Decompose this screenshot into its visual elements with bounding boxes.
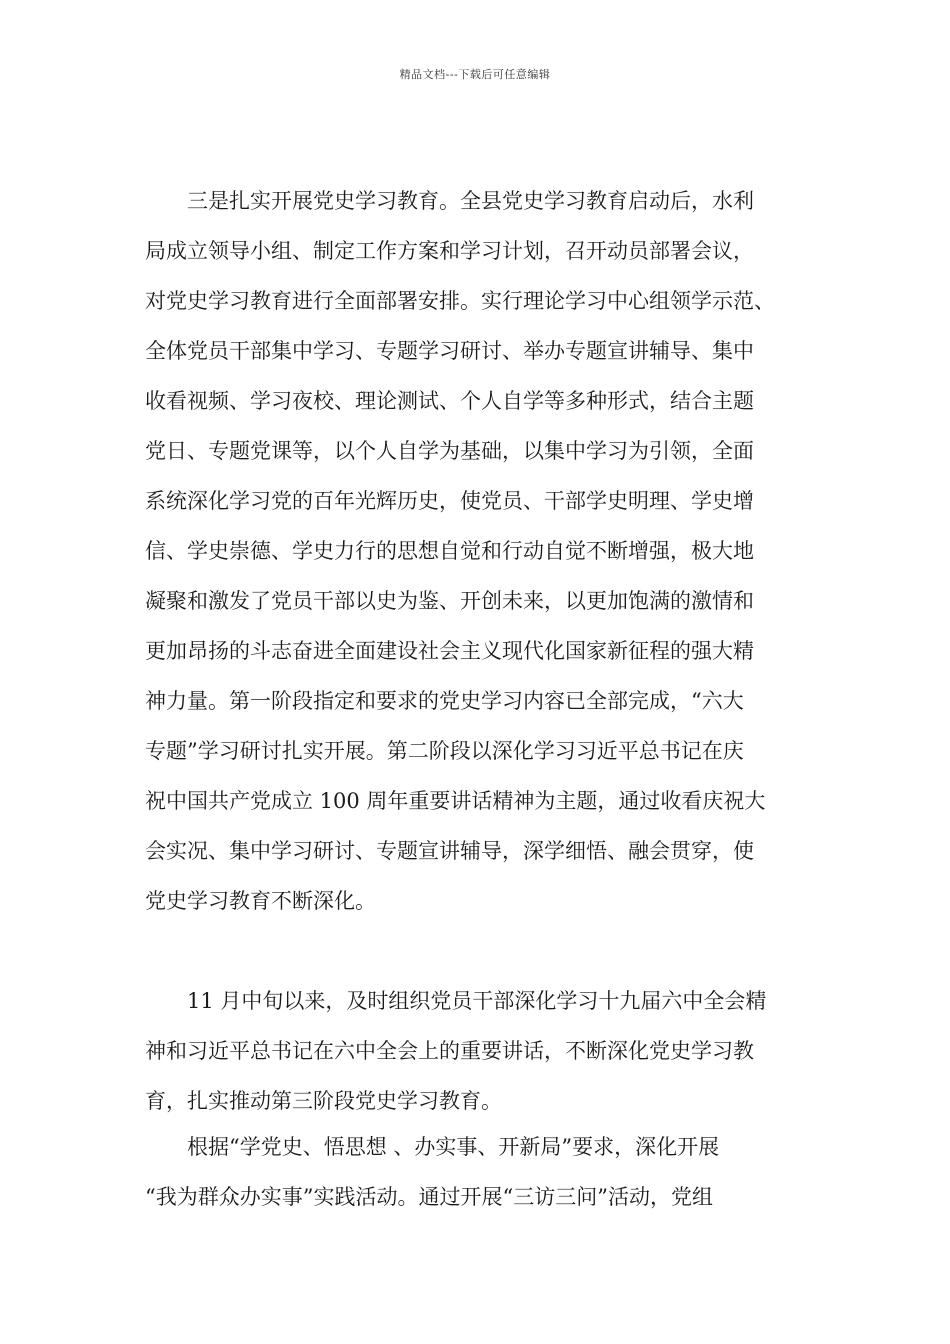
paragraph-line: 凝聚和激发了党员干部以史为鉴、开创未来，以更加饱满的激情和: [145, 589, 754, 613]
paragraph-line: 信、学史崇德、学史力行的思想自觉和行动自觉不断增强，极大地: [145, 539, 754, 563]
paragraph-line: 三是扎实开展党史学习教育。全县党史学习教育启动后，水利: [187, 189, 754, 213]
paragraph-line: 祝中国共产党成立 100 周年重要讲话精神为主题，通过收看庆祝大: [145, 789, 766, 813]
paragraph-line: 局成立领导小组、制定工作方案和学习计划，召开动员部署会议，: [145, 239, 754, 263]
paragraph-line: 更加昂扬的斗志奋进全面建设社会主义现代化国家新征程的强大精: [145, 639, 754, 663]
paragraph-line: 系统深化学习党的百年光辉历史，使党员、干部学史明理、学史增: [145, 489, 754, 513]
paragraph-practical-activities: [145, 1122, 810, 1222]
paragraph-line: 11 月中旬以来，及时组织党员干部深化学习十九届六中全会精: [187, 989, 767, 1013]
paragraph-line: 收看视频、学习夜校、理论测试、个人自学等多种形式，结合主题: [145, 389, 754, 413]
paragraph-line: “我为群众办实事”实践活动。通过开展“三访三问”活动，党组: [145, 1185, 713, 1209]
paragraph-line: 神力量。第一阶段指定和要求的党史学习内容已全部完成，“六大: [145, 689, 744, 713]
paragraph-line: 全体党员干部集中学习、专题学习研讨、举办专题宣讲辅导、集中: [145, 339, 754, 363]
paragraph-line: 育，扎实推动第三阶段党史学习教育。: [145, 1089, 502, 1113]
paragraph-line: 根据“学党史、悟思想 、办实事、开新局”要求，深化开展: [187, 1135, 720, 1159]
paragraph-line: 党日、专题党课等，以个人自学为基础，以集中学习为引领，全面: [145, 439, 754, 463]
paragraph-sixth-plenum-study: [145, 976, 810, 1126]
paragraph-party-history-education: [145, 176, 810, 926]
paragraph-line: 会实况、集中学习研讨、专题宣讲辅导，深学细悟、融会贯穿，使: [145, 839, 754, 863]
paragraph-line: 专题”学习研讨扎实开展。第二阶段以深化学习习近平总书记在庆: [145, 739, 744, 763]
paragraph-line: 神和习近平总书记在六中全会上的重要讲话，不断深化党史学习教: [145, 1039, 754, 1063]
paragraph-line: 党史学习教育不断深化。: [145, 889, 376, 913]
paragraph-line: 对党史学习教育进行全面部署安排。实行理论学习中心组领学示范、: [145, 289, 775, 313]
page-header: 精品文档---下载后可任意编辑: [399, 68, 551, 81]
